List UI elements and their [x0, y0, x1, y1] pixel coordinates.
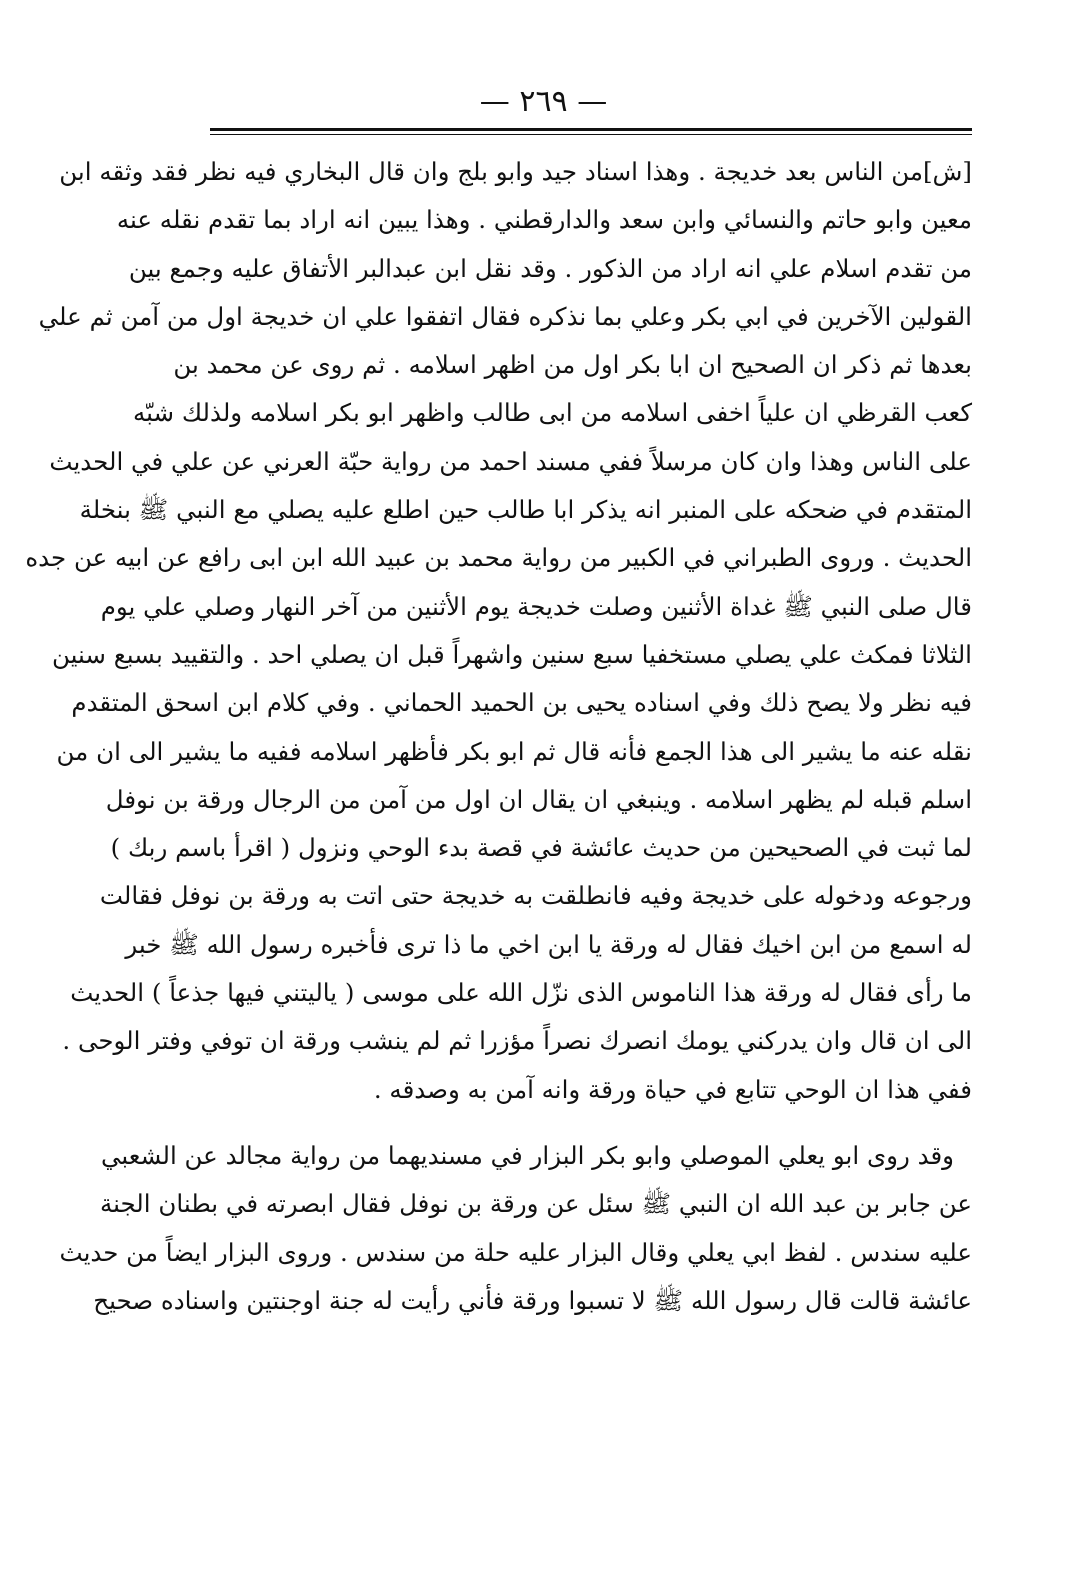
- text-line: عليه سندس . لفظ ابي يعلي وقال البزار عليه حلة من سندس . وروى البزار ايضاً من حديث: [59, 1237, 972, 1267]
- page-body: [25, 148, 972, 1325]
- text-line: ما رأى فقال له ورقة هذا الناموس الذى نزّل الله على موسى ( ياليتني فيها جذعاً ) الحديث: [70, 978, 972, 1008]
- text-line: عن جابر بن عبد الله ان النبي ﷺ سئل عن ورقة بن نوفل فقال ابصرته في بطنان الجنة: [99, 1189, 972, 1219]
- text-line: الى ان قال وان يدركني يومك انصرك نصراً مؤزرا ثم لم ينشب ورقة ان توفي وفتر الوحى .: [62, 1026, 972, 1056]
- text-line: اسلم قبله لم يظهر اسلامه . وينبغي ان يقال ان اول من آمن من الرجال ورقة بن نوفل: [105, 784, 972, 814]
- text-line: ورجوعه ودخوله على خديجة وفيه فانطلقت به خديجة حتى اتت به ورقة بن نوفل فقالت: [99, 881, 972, 911]
- text-line: معين وابو حاتم والنسائي وابن سعد والدارقطني . وهذا يبين انه اراد بما تقدم نقله عنه: [116, 205, 972, 235]
- text-line: [ش]من الناس بعد خديجة . وهذا اسناد جيد وابو بلج وان قال البخاري فيه نظر فقد وثقه ابن: [59, 157, 972, 186]
- text-line: لما ثبت في الصحيحين من حديث عائشة في قصة بدء الوحي ونزول ( اقرأ باسم ربك ): [110, 833, 972, 863]
- header-rule-thick: [210, 128, 972, 131]
- text-line: بعدها ثم ذكر ان الصحيح ان ابا بكر اول من اظهر اسلامه . ثم روى عن محمد بن: [173, 350, 972, 380]
- text-line: نقله عنه ما يشير الى هذا الجمع فأنه قال ثم ابو بكر فأظهر اسلامه ففيه ما يشير الى ان من: [56, 736, 972, 766]
- text-line: الحديث . وروى الطبراني في الكبير من رواية محمد بن عبيد الله ابن ابى رافع عن ابيه عن جده: [25, 543, 972, 573]
- text-line: من تقدم اسلام علي انه اراد من الذكور . وقد نقل ابن عبدالبر الأتفاق عليه وجمع بين: [128, 253, 972, 283]
- text-line: القولين الآخرين في ابي بكر وعلي بما نذكره فقال اتفقوا علي ان خديجة اول من آمن ثم علي: [38, 301, 972, 331]
- text-line: الثلاثا فمكث علي يصلي مستخفيا سبع سنين واشهراً قبل ان يصلي احد . والتقييد بسبع سنين: [51, 639, 972, 669]
- text-line: المتقدم في ضحكه على المنبر انه يذكر ابا طالب حين اطلع عليه يصلي مع النبي ﷺ بنخلة: [79, 495, 972, 525]
- text-line: كعب القرظي ان علياً اخفى اسلامه من ابى طالب واظهر ابو بكر اسلامه ولذلك شبّه: [133, 398, 972, 428]
- text-line: على الناس وهذا وان كان مرسلاً ففي مسند احمد من رواية حبّة العرني عن علي في الحديث: [49, 446, 972, 476]
- text-line: عائشة قالت قال رسول الله ﷺ لا تسبوا ورقة فأني رأيت له جنة اوجنتين واسناده صحيح: [93, 1285, 972, 1315]
- text-line: فيه نظر ولا يصح ذلك وفي اسناده يحيى بن الحميد الحماني . وفي كلام ابن اسحق المتقدم: [71, 688, 972, 718]
- text-line: له اسمع من ابن اخيك فقال له ورقة يا ابن اخي ما ذا ترى فأخبره رسول الله ﷺ خبر: [125, 929, 972, 959]
- text-line: ففي هذا ان الوحي تتابع في حياة ورقة وانه آمن به وصدقه .: [373, 1074, 972, 1104]
- paragraph-gap: [210, 1114, 972, 1132]
- text-line: قال صلى النبي ﷺ غداة الأثنين وصلت خديجة يوم الأثنين من آخر النهار وصلي علي يوم: [100, 591, 972, 621]
- text-line: وقد روى ابو يعلي الموصلي وابو بكر البزار في مسنديهما من رواية مجالد عن الشعبي: [100, 1140, 954, 1170]
- header-rule-thin: [210, 134, 972, 135]
- page-number: — ٢٦٩ —: [479, 84, 608, 119]
